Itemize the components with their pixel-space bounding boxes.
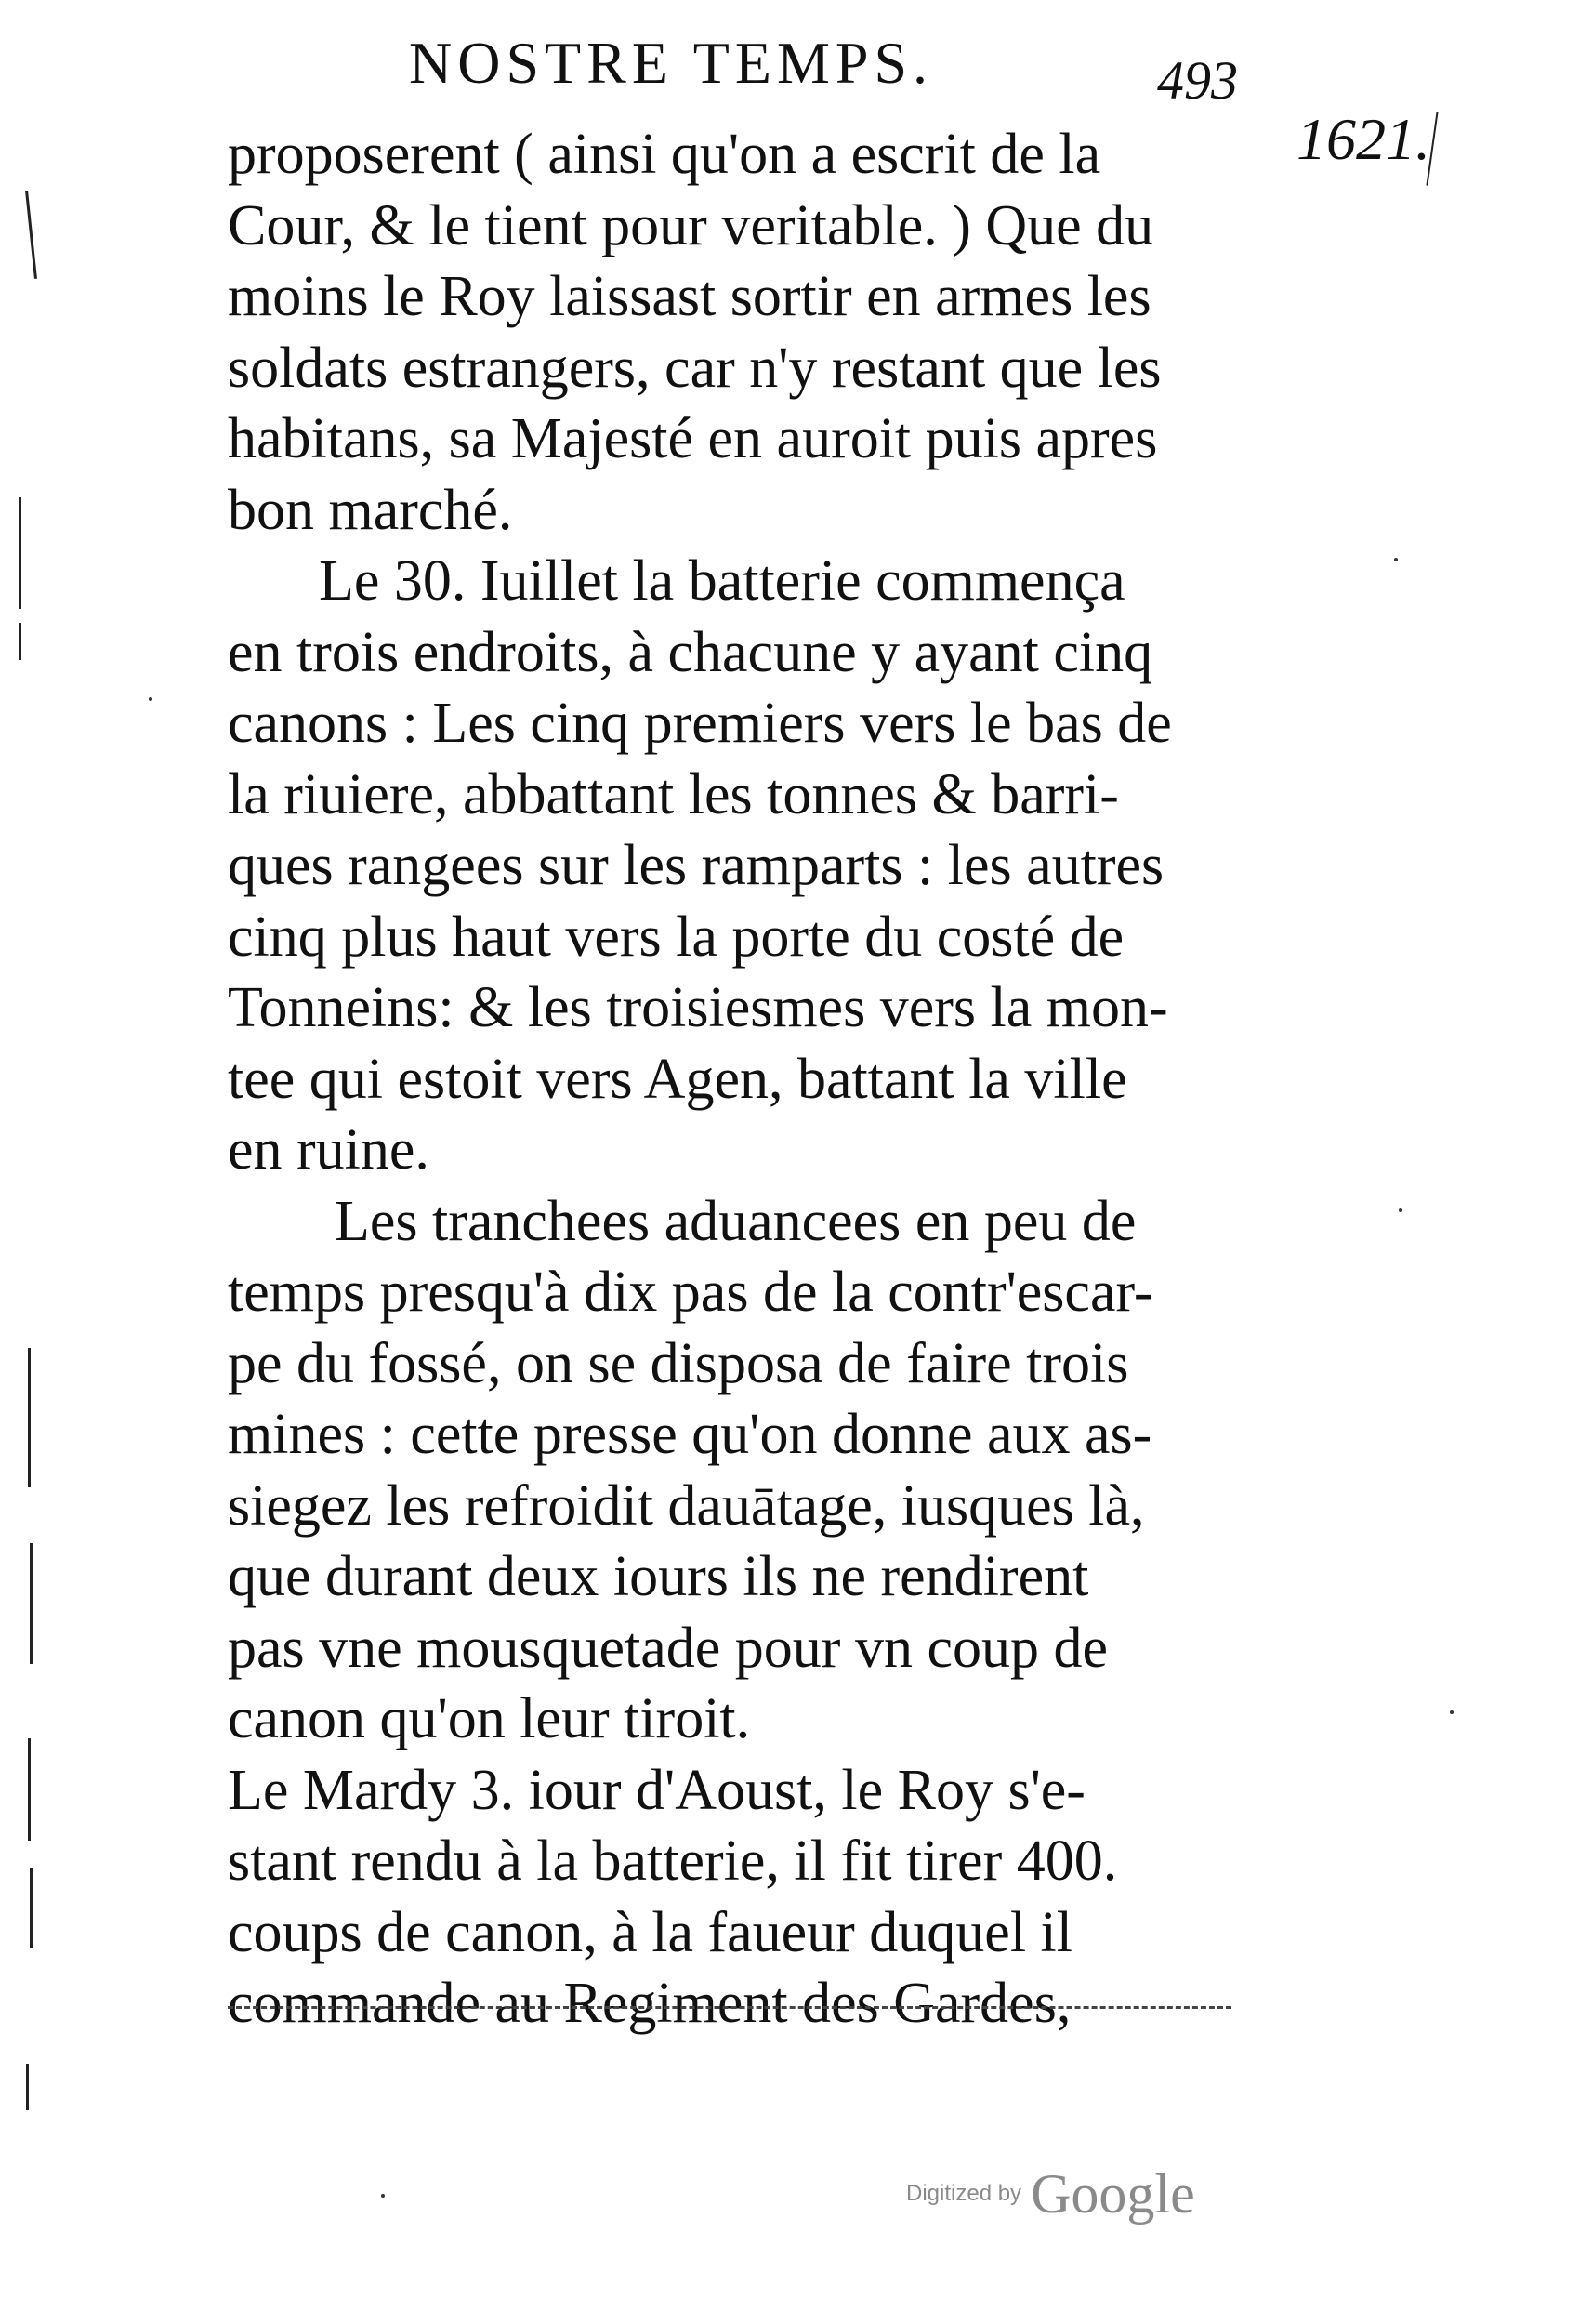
binding-mark (19, 623, 21, 660)
text-line: coups de canon, à la faueur duquel il (228, 1900, 1072, 1964)
binding-mark (28, 1738, 31, 1841)
text-line: canon qu'on leur tiroit. (228, 1687, 751, 1750)
margin-note-year: 1621. (1296, 106, 1430, 172)
text-line: commande au Regiment des Gardes, (228, 1972, 1072, 2035)
text-line: moins le Roy laissast sortir en armes les (228, 265, 1151, 328)
text-line: bon marché. (228, 478, 513, 542)
text-line: ques rangees sur les ramparts : les autres (228, 834, 1165, 897)
scan-speck (1450, 1710, 1454, 1714)
watermark-prefix: Digitized by (906, 2181, 1022, 2206)
text-line: tee qui estoit vers Agen, battant la ville (228, 1047, 1127, 1111)
binding-mark (30, 1543, 33, 1664)
page-number: 493 (1157, 50, 1238, 111)
text-line: que durant deux iours ils ne rendirent (228, 1545, 1089, 1608)
running-title: NOSTRE TEMPS. (409, 30, 934, 96)
text-line: Tonneins: & les troisiesmes vers la mon- (228, 976, 1168, 1039)
text-line: canons : Les cinq premiers vers le bas de (228, 692, 1172, 755)
binding-mark (28, 1348, 31, 1487)
text-line: habitans, sa Majesté en auroit puis apres (228, 407, 1158, 470)
text-line: siegez les refroidit dauātage, iusques là, (228, 1473, 1145, 1538)
paragraph-4 (228, 1755, 1250, 2040)
paragraph-2 (228, 546, 1250, 1186)
text-line: stant rendu à la batterie, il fit tirer 400. (228, 1829, 1118, 1893)
text-line: pe du fossé, on se disposa de faire trois (228, 1331, 1129, 1395)
text-line: en trois endroits, à chacune y ayant cinq (228, 620, 1153, 684)
google-logo: Google (1031, 2163, 1195, 2225)
binding-mark (19, 497, 21, 609)
binding-mark (26, 2064, 29, 2110)
scan-speck (1394, 558, 1398, 561)
text-line: pas vne mousquetade pour vn coup de (228, 1616, 1108, 1680)
binding-mark (25, 191, 37, 279)
paragraph-1 (228, 119, 1250, 546)
text-line: soldats estrangers, car n'y restant que les (228, 336, 1162, 400)
text-line: proposerent ( ainsi qu'on a escrit de la (228, 123, 1101, 186)
body-text (228, 119, 1250, 2040)
text-line: Les tranchees aduancees en peu de (335, 1189, 1137, 1253)
binding-mark (30, 1868, 33, 1948)
text-line: cinq plus haut vers la porte du costé de (228, 905, 1125, 969)
digitized-watermark (906, 2163, 1195, 2225)
text-line: en ruine. (228, 1118, 429, 1182)
text-line: Le Mardy 3. iour d'Aoust, le Roy s'e- (228, 1758, 1086, 1822)
text-line: Cour, & le tient pour veritable. ) Que du (228, 193, 1154, 257)
text-line: Le 30. Iuillet la batterie commença (319, 549, 1125, 613)
scan-speck (149, 697, 152, 701)
text-line: temps presqu'à dix pas de la contr'escar- (228, 1261, 1153, 1324)
scan-speck (1399, 1208, 1402, 1212)
text-line: mines : cette presse qu'on donne aux as- (228, 1403, 1152, 1466)
scan-speck (381, 2194, 385, 2198)
bottom-rule (228, 2006, 1231, 2009)
paragraph-3 (228, 1186, 1250, 1755)
text-line: la riuiere, abbattant les tonnes & barri- (228, 762, 1119, 826)
